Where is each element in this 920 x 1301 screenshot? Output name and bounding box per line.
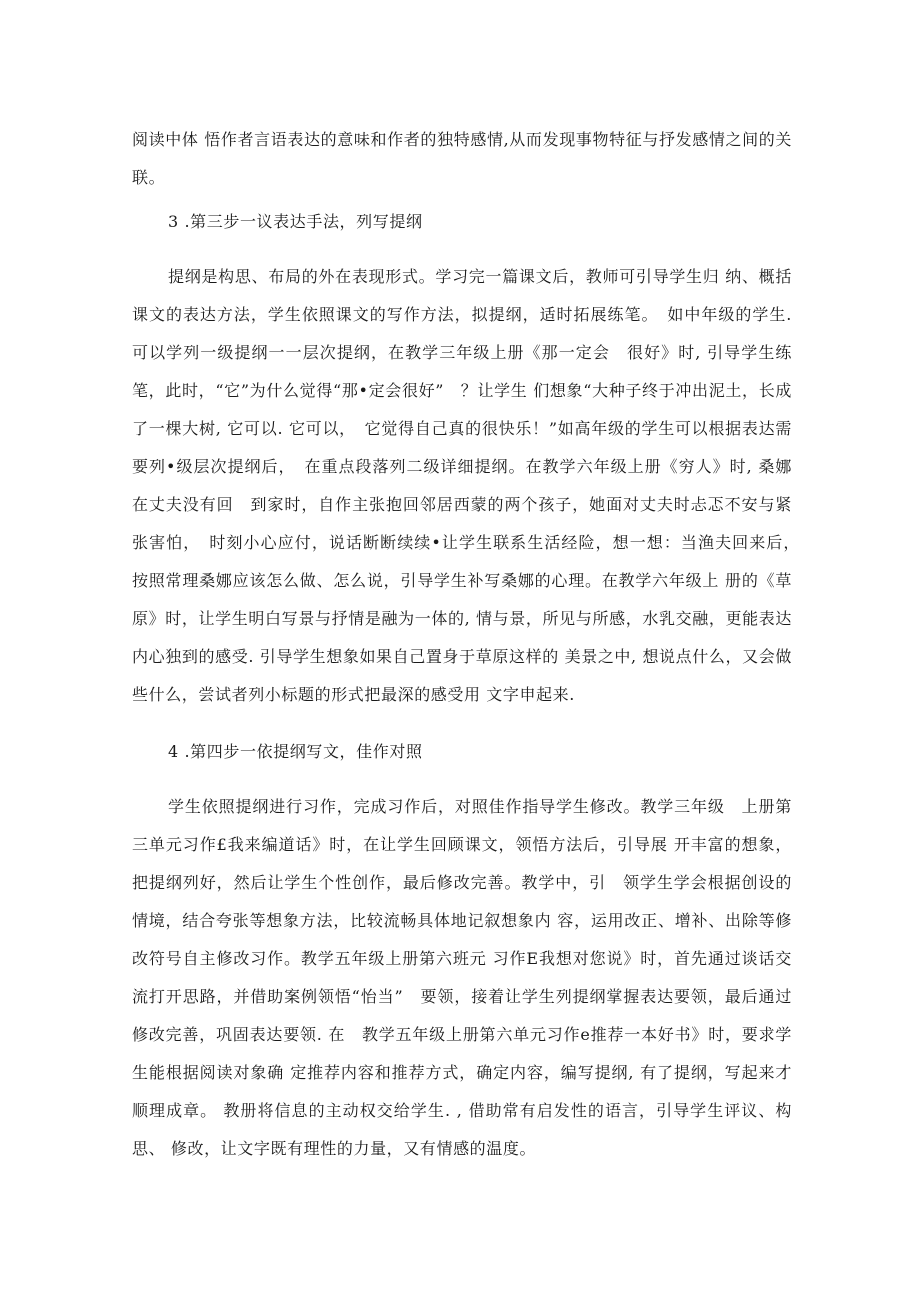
section-heading-step4: 4 .第四步一依提纲写文，佳作对照	[168, 742, 423, 761]
paragraph-step4: 学生依照提纲进行习作，完成习作后，对照佳作指导学生修改。教学三年级 上册第三单元习作£我来编道话》时，在让学生回顾课文，领悟方法后，引导展 开丰富的想象，把提纲列好，然后让学生个性创作，最后修改完善。教学中，引 领学生学会根据创设的情境，结合夸张等想象方法，比较流畅具体地记叙想象内 容，运用改正、增补、出除等修改符号自主修改习作。教学五年级上册第六班元 习作E我想对您说》时，首先通过谈话交流打开思路，并借助案例领悟“怡当” 要领，接着让学生列提纲掌握表达要领，最后通过修改完善，巩固表达要领. 在 教学五年级上册第六单元习作e推荐一本好书》时，要求学生能根据阅读对象确 定推荐内容和推荐方式，确定内容，编写提纲, 有了提纲，写起来才顺理成章。 教册将信息的主动权交给学生. , 借助常有启发性的语言，引导学生评议、构思、 修改，让文字既有理性的力量，又有情感的温度。	[132, 797, 792, 1158]
paragraph-continuation: 阅读中体 悟作者言语表达的意味和作者的独特感情,从而发现事物特征与抒发感情之间的关联。	[132, 130, 792, 187]
section-heading-step3: 3 .第三步一议表达手法，列写提纲	[168, 212, 423, 231]
paragraph-step3: 提纲是构思、布局的外在表现形式。学习完一篇课文后，教师可引导学生归 纳、概括课文的表达方法，学生依照课文的写作方法，拟提纲，适时拓展练笔。 如中年级的学生. 可以学列一级提纲一一层次提纲，在教学三年级上册《那一定会 很好》时, 引导学生练笔，此时，“它”为什么觉得“那•定会很好” ？让学生 们想象“大种子终于冲出泥土，长成了一棵大树, 它可以. 它可以， 它觉得自己真的很快乐！”如高年级的学生可以根据表达需要列•级层次提纲后， 在重点段落列二级详细提纲。在教学六年级上册《穷人》时, 桑娜在丈夫没有回 到家时，自作主张抱回邻居西蒙的两个孩子，她面对丈夫时忐忑不安与紧张害怕， 时刻小心应付，说话断断续续•让学生联系生活经险，想一想：当渔夫回来后， 按照常理桑娜应该怎么做、怎么说，引导学生补写桑娜的心理。在教学六年级上 册的《草原》时，让学生明白写景与抒情是融为一体的, 情与景，所见与所感，水乳交融，更能表达内心独到的感受. 引导学生想象如果自己置身于草原这样的 美景之中, 想说点什么，又会做些什么，尝试者列小标题的形式把最深的感受用 文字申起来.	[132, 267, 809, 704]
